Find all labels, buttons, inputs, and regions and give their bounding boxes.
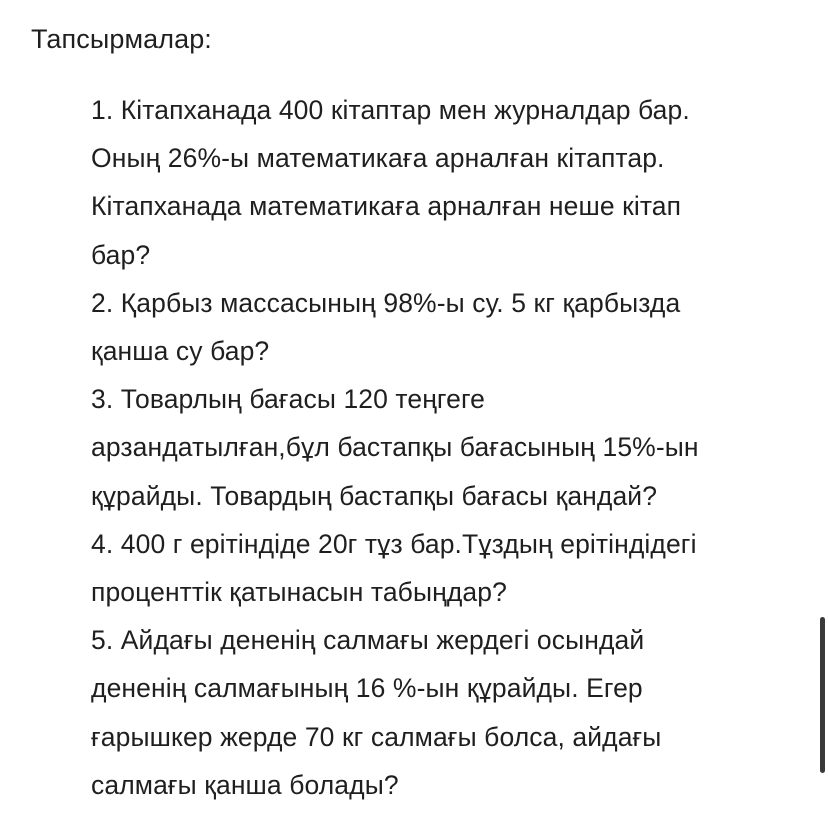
task-1-line-3: Кітапханада математикаға арналған неше кітап [91, 191, 682, 222]
task-4-line-2: проценттік қатынасын табыңдар? [91, 577, 507, 608]
page-title: Тапсырмалар: [31, 24, 212, 54]
task-3-line-2: арзандатылған,бұл бастапқы бағасының 15%-ын [91, 432, 699, 463]
task-2-line-1: 2. Қарбыз массасының 98%-ы су. 5 кг қарбызда [91, 287, 681, 318]
task-5-line-1: 5. Айдағы дененің салмағы жердегі осындай [91, 625, 645, 656]
task-1-line-1: 1. Кітапханада 400 кітаптар мен журналдар бар. [91, 95, 690, 125]
task-1-line-4: бар? [91, 239, 151, 270]
vertical-scrollbar[interactable] [820, 617, 825, 773]
task-2-line-2: қанша су бар? [91, 336, 270, 367]
task-list [91, 86, 801, 809]
task-5-line-4: салмағы қанша болады? [91, 769, 399, 800]
task-5-line-2: дененің салмағының 16 %-ын құрайды. Егер [91, 673, 643, 704]
task-1-line-2: Оның 26%-ы математикаға арналған кітаптар. [91, 143, 665, 174]
task-3-line-1: 3. Товарлың бағасы 120 теңгеге [91, 384, 485, 415]
task-5-line-3: ғарышкер жерде 70 кг салмағы болса, айдағы [91, 721, 662, 752]
task-4-line-1: 4. 400 г ерітіндіде 20г тұз бар.Тұздың ерітіндідегі [91, 528, 697, 559]
task-3-line-3: құрайды. Товардың бастапқы бағасы қандай? [91, 480, 658, 511]
